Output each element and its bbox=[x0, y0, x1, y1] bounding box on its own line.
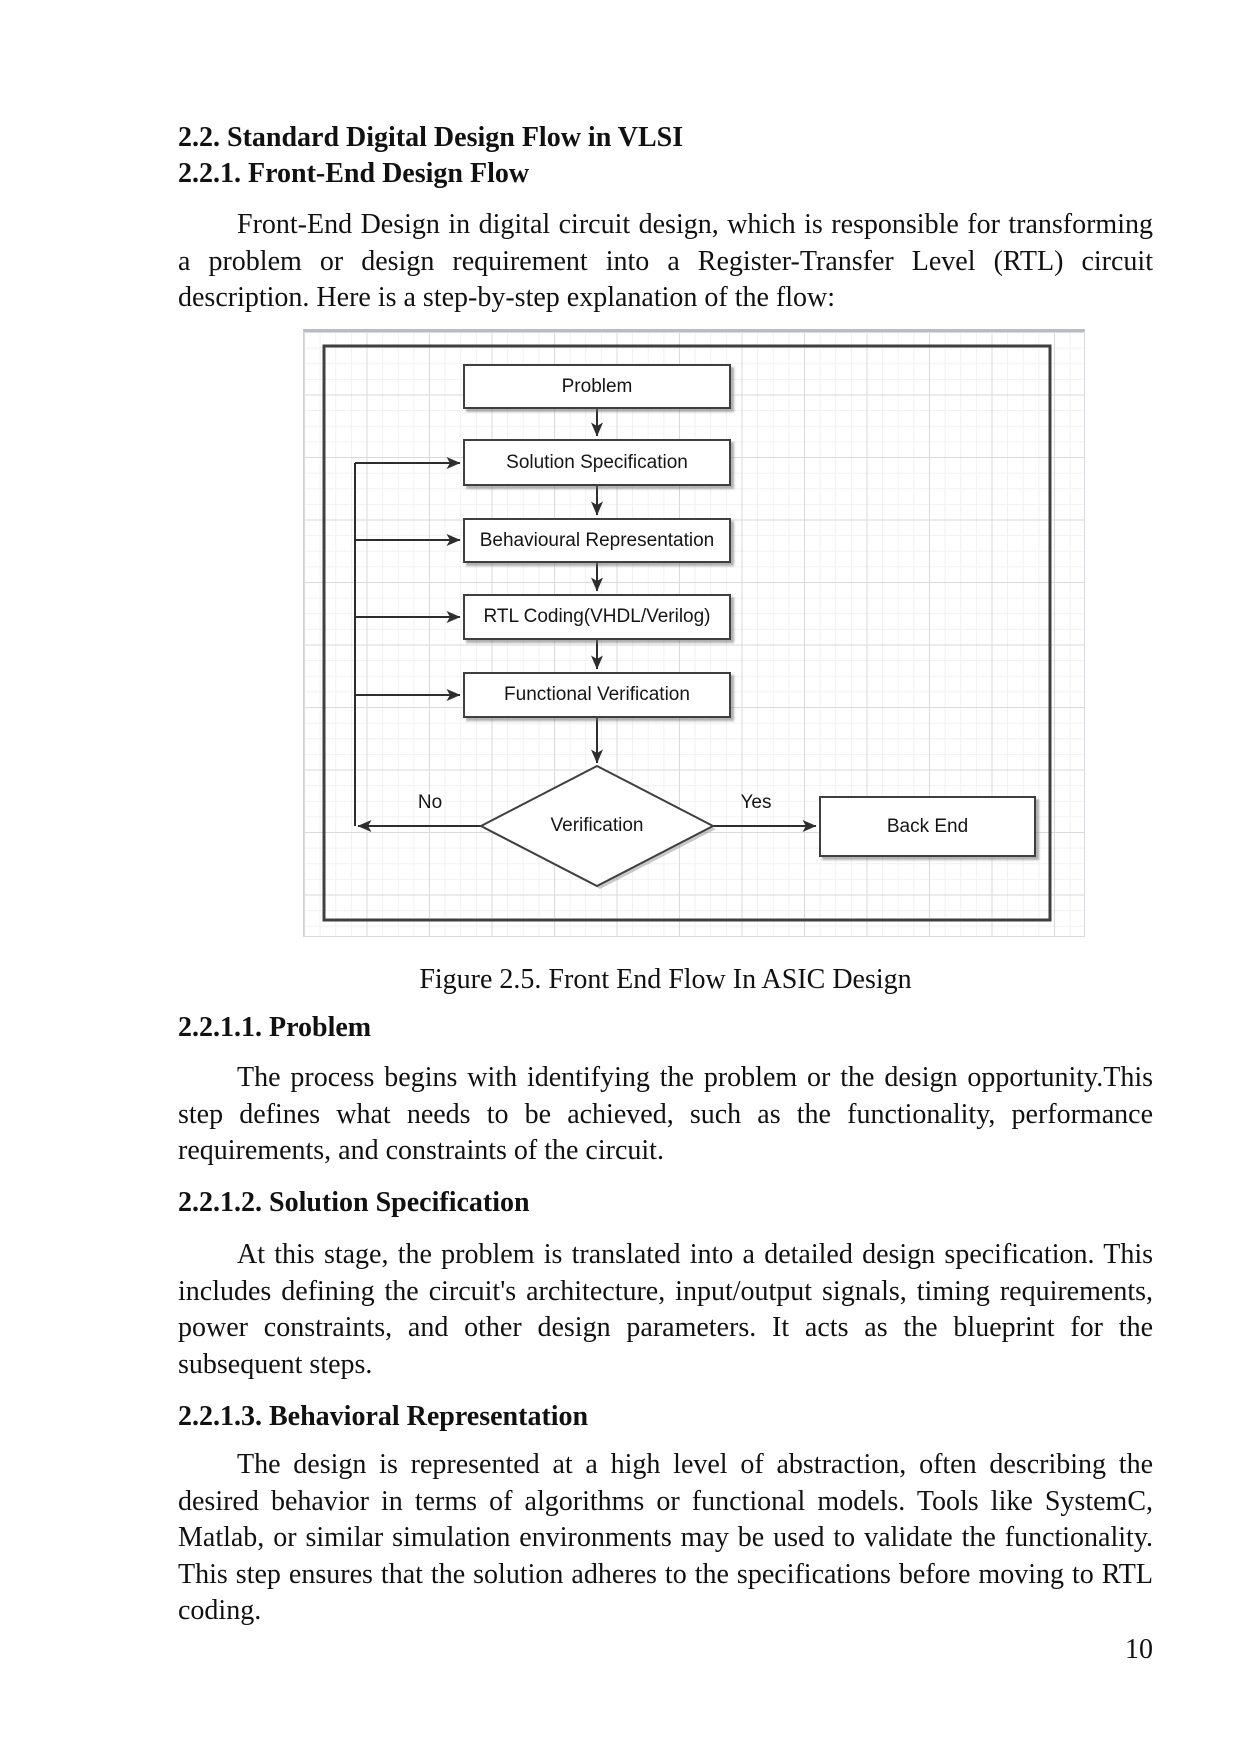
section-paragraph-behavioral-representation: The design is represented at a high level of abstraction, often describing the desired behavior in terms of algorithms or functional models. Tools like SystemC, Matlab, or similar simulation environments may be used to validate the functionality. This step ensures that the solution adheres to the specifications before moving to RTL coding. bbox=[178, 1449, 1153, 1626]
intro-paragraph: Front-End Design in digital circuit design, which is responsible for transforming a problem or design requirement into a Register-Transfer Level (RTL) circuit description. Here is a step-by-step explanation of the flow: bbox=[178, 209, 1153, 313]
section-heading-2-2-1-2: 2.2.1.2. Solution Specification bbox=[178, 1187, 530, 1218]
flowchart-node-solution-specification: Solution Specification bbox=[463, 439, 731, 486]
page-number: 10 bbox=[1125, 1634, 1153, 1665]
flowchart-node-problem: Problem bbox=[463, 364, 731, 409]
no-branch-label: No bbox=[417, 792, 443, 813]
flowchart-node-rtl-coding: RTL Coding(VHDL/Verilog) bbox=[463, 594, 731, 640]
section-paragraph-problem: The process begins with identifying the problem or the design opportunity.This step defines what needs to be achieved, such as the functionality, performance requirements, and constraints of the circuit. bbox=[178, 1062, 1153, 1166]
section-heading-2-2-1-1: 2.2.1.1. Problem bbox=[178, 1012, 372, 1043]
flowchart-node-functional-verification: Functional Verification bbox=[463, 672, 731, 718]
section-heading-2-2: 2.2. Standard Digital Design Flow in VLSI bbox=[178, 122, 684, 153]
figure-caption: Figure 2.5. Front End Flow In ASIC Design bbox=[419, 964, 912, 995]
section-heading-2-2-1-3: 2.2.1.3. Behavioral Representation bbox=[178, 1401, 589, 1432]
flowchart-node-back-end: Back End bbox=[819, 796, 1036, 857]
yes-branch-label: Yes bbox=[740, 792, 772, 813]
decision-label: Verification bbox=[550, 815, 644, 836]
section-heading-2-2-1: 2.2.1. Front-End Design Flow bbox=[178, 158, 530, 189]
flowchart-node-behavioural-representation: Behavioural Representation bbox=[463, 518, 731, 563]
section-paragraph-solution-specification: At this stage, the problem is translated into a detailed design specification. This includes defining the circuit's architecture, input/output signals, timing requirements, power constraints, and other design parameters. It acts as the blueprint for the subsequent steps. bbox=[178, 1239, 1153, 1380]
flowchart-figure bbox=[303, 329, 1085, 937]
